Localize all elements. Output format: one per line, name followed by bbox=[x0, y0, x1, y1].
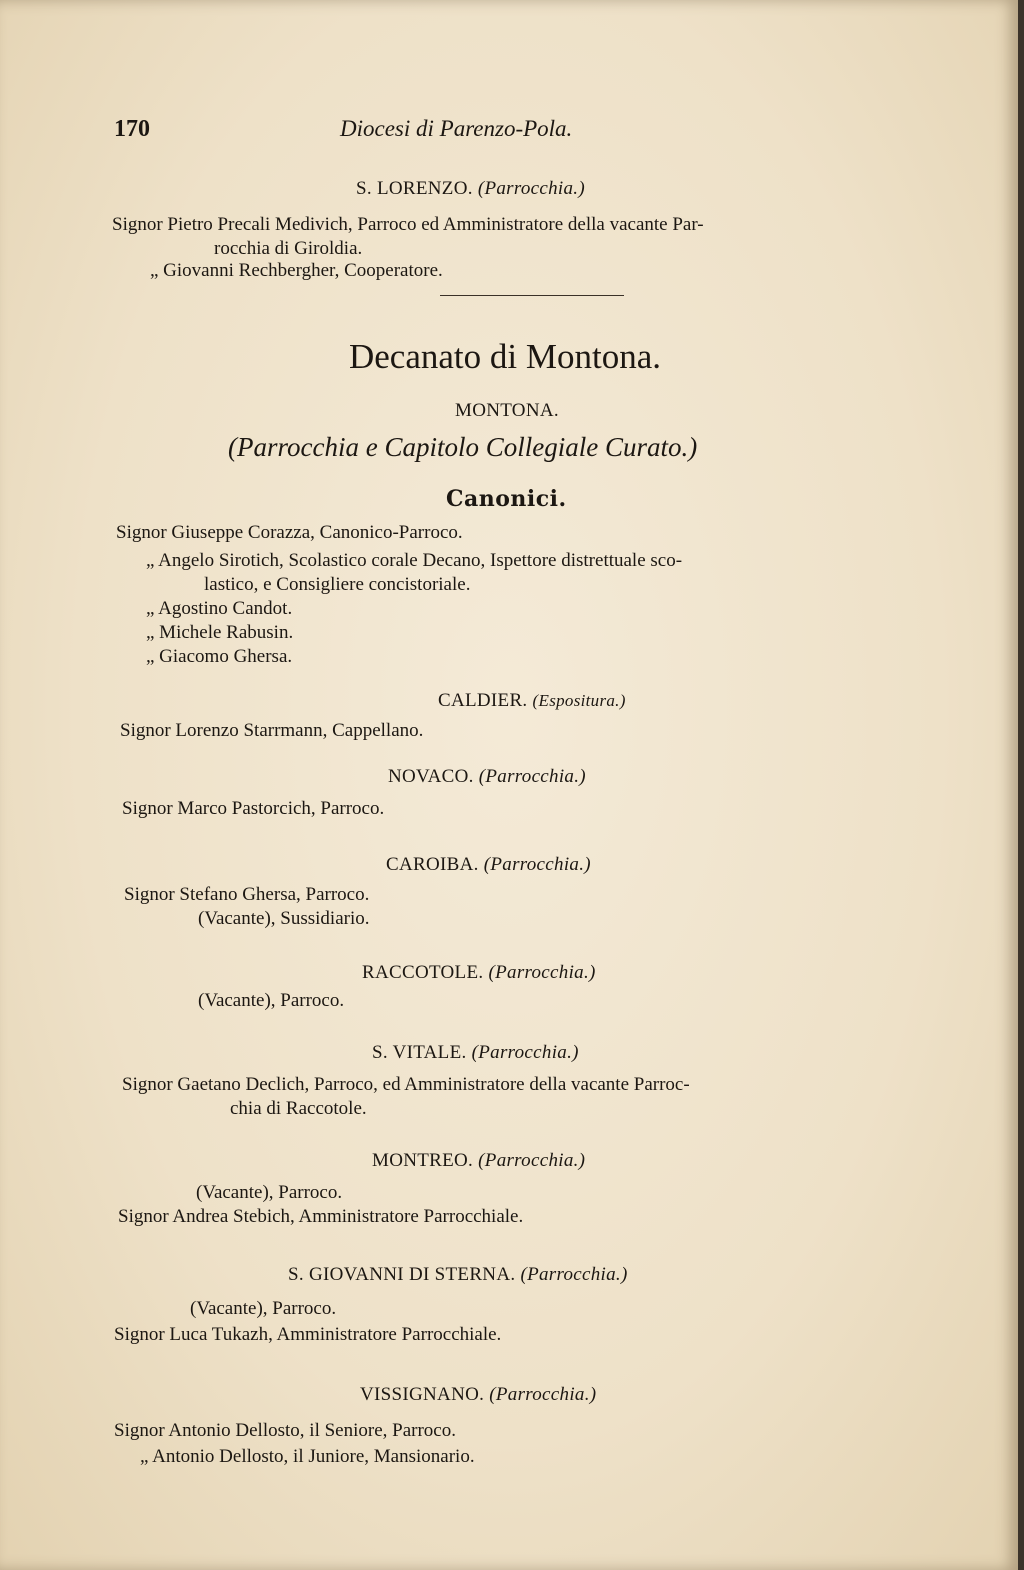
parish-heading bbox=[360, 1384, 596, 1406]
parish-type: (Espositura.) bbox=[532, 691, 626, 710]
parish-name: RACCOTOLE. bbox=[362, 962, 484, 983]
parish-name: S. LORENZO. bbox=[356, 178, 473, 199]
parish-heading bbox=[356, 178, 585, 200]
parish-type: (Parrocchia.) bbox=[477, 178, 585, 199]
parish-name: CAROIBA. bbox=[386, 854, 479, 875]
entry-line: Signor Gaetano Declich, Parroco, ed Amministratore della vacante Parroc- bbox=[122, 1074, 690, 1095]
parish-type: (Parrocchia.) bbox=[520, 1264, 628, 1285]
parish-type: (Parrocchia.) bbox=[478, 766, 586, 787]
entry-line: Signor Marco Pastorcich, Parroco. bbox=[122, 798, 385, 819]
parish-heading bbox=[388, 766, 586, 788]
entry-line: (Vacante), Parroco. bbox=[198, 990, 345, 1011]
parish-heading bbox=[288, 1264, 628, 1286]
parish-heading bbox=[372, 1150, 585, 1172]
entry-line: Signor Pietro Precali Medivich, Parroco ed Amministratore della vacante Par- bbox=[112, 214, 704, 235]
parish-heading bbox=[362, 962, 596, 984]
parish-type: (Parrocchia.) bbox=[489, 1384, 597, 1405]
entry-line: lastico, e Consigliere concistoriale. bbox=[204, 574, 471, 595]
entry-line: „ Angelo Sirotich, Scolastico corale Decano, Ispettore distrettuale sco- bbox=[146, 550, 683, 571]
running-title: Diocesi di Parenzo-Pola. bbox=[340, 116, 573, 141]
entry-line: Signor Giuseppe Corazza, Canonico-Parroco. bbox=[116, 522, 463, 543]
entry-line: (Vacante), Sussidiario. bbox=[198, 908, 370, 929]
entry-line: Signor Luca Tukazh, Amministratore Parrocchiale. bbox=[114, 1324, 502, 1345]
entry-line: „ Giovanni Rechbergher, Cooperatore. bbox=[150, 260, 443, 281]
entry-line: Signor Stefano Ghersa, Parroco. bbox=[124, 884, 370, 905]
page-number: 170 bbox=[114, 116, 150, 142]
parish-name: MONTONA. bbox=[455, 400, 559, 421]
entry-line: Signor Andrea Stebich, Amministratore Parrocchiale. bbox=[118, 1206, 524, 1227]
parish-type: (Parrocchia e Capitolo Collegiale Curato.) bbox=[228, 432, 698, 462]
deanery-title: Decanato di Montona. bbox=[349, 337, 661, 376]
parish-name: NOVACO. bbox=[388, 766, 474, 787]
entry-line: (Vacante), Parroco. bbox=[196, 1182, 343, 1203]
parish-name: CALDIER. bbox=[438, 690, 528, 711]
entry-line: chia di Raccotole. bbox=[230, 1098, 367, 1119]
entry-line: „ Antonio Dellosto, il Juniore, Mansionario. bbox=[140, 1446, 475, 1467]
entry-line: rocchia di Giroldia. bbox=[214, 238, 363, 259]
entry-line: „ Michele Rabusin. bbox=[146, 622, 294, 643]
parish-type: (Parrocchia.) bbox=[488, 962, 596, 983]
parish-name: MONTREO. bbox=[372, 1150, 474, 1171]
parish-heading bbox=[386, 854, 591, 876]
parish-name: VISSIGNANO. bbox=[360, 1384, 485, 1405]
parish-name: S. VITALE. bbox=[372, 1042, 467, 1063]
entry-line: Signor Antonio Dellosto, il Seniore, Parroco. bbox=[114, 1420, 456, 1441]
entry-line: „ Giacomo Ghersa. bbox=[146, 646, 293, 667]
section-title: Canonici. bbox=[446, 486, 567, 512]
parish-heading bbox=[438, 690, 626, 712]
entry-line: Signor Lorenzo Starrmann, Cappellano. bbox=[120, 720, 424, 741]
parish-type: (Parrocchia.) bbox=[478, 1150, 586, 1171]
parish-type: (Parrocchia.) bbox=[483, 854, 591, 875]
entry-line: (Vacante), Parroco. bbox=[190, 1298, 337, 1319]
parish-heading bbox=[372, 1042, 579, 1064]
entry-line: „ Agostino Candot. bbox=[146, 598, 293, 619]
parish-name: S. GIOVANNI DI STERNA. bbox=[288, 1264, 516, 1285]
section-divider bbox=[440, 295, 624, 296]
parish-type: (Parrocchia.) bbox=[471, 1042, 579, 1063]
